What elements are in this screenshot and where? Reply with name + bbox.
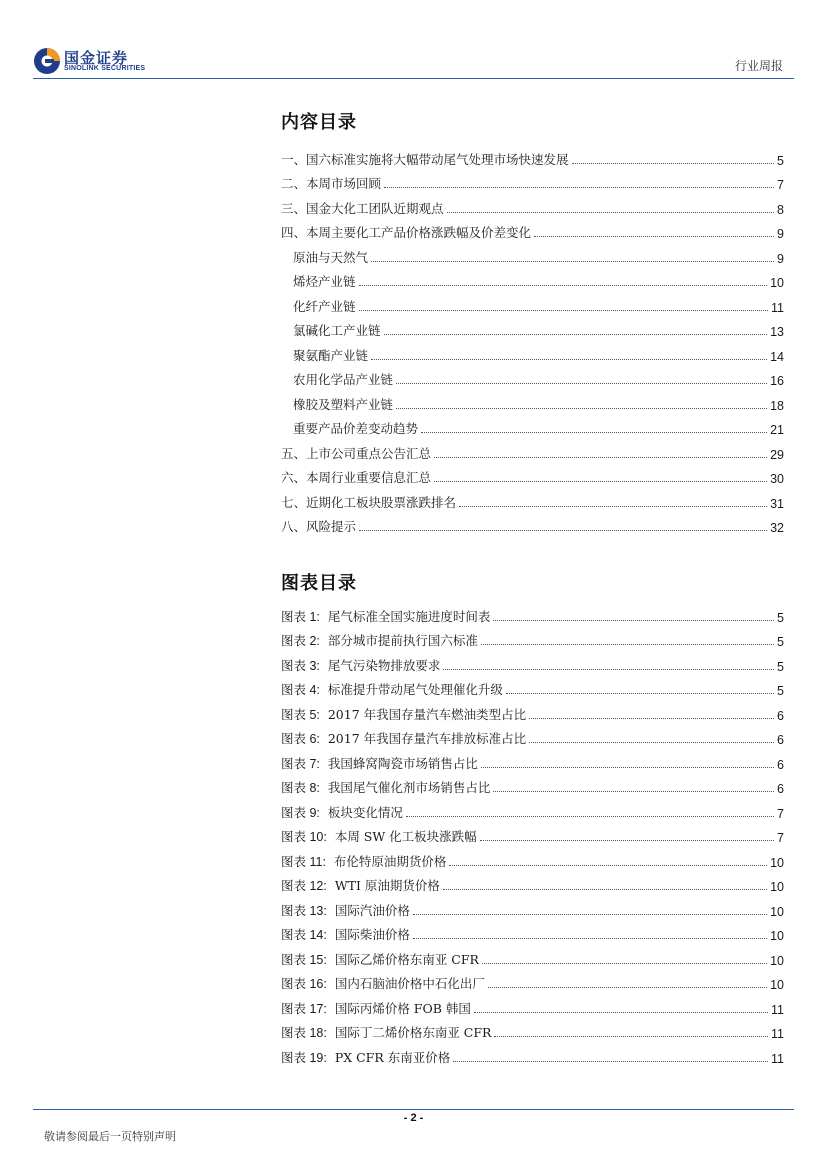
dot-leader bbox=[447, 211, 775, 213]
figure-number: 图表 4: bbox=[281, 683, 320, 697]
figure-title: 部分城市提前执行国六标准 bbox=[327, 633, 478, 648]
dot-leader bbox=[371, 260, 774, 262]
figure-entry-page: 11 bbox=[771, 1027, 784, 1041]
figure-entry[interactable] bbox=[281, 968, 784, 993]
toc-entry-page: 30 bbox=[770, 472, 784, 486]
figure-title: 我国尾气催化剂市场销售占比 bbox=[327, 780, 491, 795]
figure-entry-label bbox=[281, 754, 478, 772]
figure-entry[interactable] bbox=[281, 649, 784, 674]
figure-title: 尾气标准全国实施进度时间表 bbox=[327, 608, 491, 624]
toc-entry[interactable] bbox=[281, 290, 784, 315]
dot-leader bbox=[493, 790, 774, 792]
figure-entry[interactable] bbox=[281, 772, 784, 797]
figure-number: 图表 13: bbox=[281, 903, 327, 918]
dot-leader bbox=[396, 407, 767, 409]
figure-entry-label bbox=[281, 607, 490, 625]
toc-entry-label: 烯烃产业链 bbox=[293, 274, 356, 289]
logo-chinese-name: 国金证券 bbox=[64, 49, 129, 67]
figure-index-list bbox=[281, 600, 784, 1066]
dot-leader bbox=[494, 1035, 768, 1037]
figure-number: 图表 18: bbox=[281, 1026, 327, 1040]
figure-entry-label bbox=[281, 852, 446, 870]
figure-title: 国际丙烯价格 FOB 韩国 bbox=[334, 1000, 471, 1016]
figure-title: 尾气污染物排放要求 bbox=[327, 657, 441, 673]
dot-leader bbox=[474, 1011, 768, 1013]
figure-entry-page: 11 bbox=[771, 1002, 784, 1017]
toc-entry-label: 二、本周市场回顾 bbox=[281, 176, 382, 191]
figure-entry-page: 5 bbox=[777, 635, 784, 649]
dot-leader bbox=[371, 358, 767, 360]
figure-title: 标准提升带动尾气处理催化升级 bbox=[327, 682, 503, 697]
figure-entry-page: 6 bbox=[777, 708, 784, 723]
figure-entry[interactable] bbox=[281, 674, 784, 699]
dot-leader bbox=[493, 619, 774, 621]
figure-entry[interactable] bbox=[281, 723, 784, 748]
figure-title: 布伦特原油期货价格 bbox=[333, 853, 447, 869]
toc-entry-page: 9 bbox=[777, 251, 784, 266]
figure-entry-page: 6 bbox=[777, 757, 784, 772]
dot-leader bbox=[434, 456, 767, 458]
figure-entry-page: 10 bbox=[770, 929, 784, 943]
toc-entry-page: 5 bbox=[777, 153, 784, 168]
figure-entry[interactable] bbox=[281, 943, 784, 968]
disclaimer-text: 敬请参阅最后一页特别声明 bbox=[44, 1130, 176, 1143]
figure-number: 图表 17: bbox=[281, 1001, 327, 1016]
figure-number: 图表 8: bbox=[281, 781, 320, 795]
dot-leader bbox=[488, 986, 767, 988]
logo-mark-icon bbox=[33, 47, 61, 75]
toc-list bbox=[281, 143, 784, 535]
toc-entry-label: 橡胶及塑料产业链 bbox=[293, 396, 394, 412]
toc-entry-label: 原油与天然气 bbox=[293, 249, 369, 265]
dot-leader bbox=[413, 937, 767, 939]
figure-number: 图表 12: bbox=[281, 879, 327, 893]
dot-leader bbox=[421, 431, 767, 433]
dot-leader bbox=[529, 741, 774, 743]
figure-entry-label bbox=[281, 925, 410, 943]
figure-title: 2017 年我国存量汽车燃油类型占比 bbox=[327, 706, 527, 722]
figure-title: 国内石脑油价格中石化出厂 bbox=[334, 976, 485, 991]
figure-entry[interactable] bbox=[281, 1017, 784, 1042]
figure-entry[interactable] bbox=[281, 625, 784, 650]
figure-title: 国际柴油价格 bbox=[334, 927, 410, 942]
toc-entry[interactable] bbox=[281, 241, 784, 266]
dot-leader bbox=[453, 1060, 768, 1062]
figure-entry-label bbox=[281, 1048, 450, 1066]
toc-entry-page: 10 bbox=[770, 276, 784, 290]
toc-entry-page: 11 bbox=[771, 300, 784, 315]
figure-entry-label bbox=[281, 680, 503, 698]
figure-number: 图表 16: bbox=[281, 977, 327, 991]
toc-entry-label: 农用化学品产业链 bbox=[293, 372, 394, 387]
toc-entry[interactable] bbox=[281, 364, 784, 389]
toc-entry-label: 化纤产业链 bbox=[293, 298, 356, 314]
toc-entry[interactable] bbox=[281, 217, 784, 242]
figure-title: 国际乙烯价格东南亚 CFR bbox=[334, 951, 479, 967]
figure-entry[interactable] bbox=[281, 894, 784, 919]
toc-entry-page: 8 bbox=[777, 202, 784, 217]
figure-entry-label bbox=[281, 803, 403, 821]
toc-entry-page: 9 bbox=[777, 227, 784, 241]
dot-leader bbox=[482, 962, 767, 964]
figure-entry-page: 10 bbox=[770, 855, 784, 870]
page-number: - 2 - bbox=[403, 1112, 424, 1124]
figure-entry-label bbox=[281, 729, 526, 747]
figure-title: 国际丁二烯价格东南亚 CFR bbox=[334, 1025, 492, 1040]
toc-entry[interactable] bbox=[281, 413, 784, 438]
toc-entry[interactable] bbox=[281, 192, 784, 217]
dot-leader bbox=[481, 643, 774, 645]
toc-entry[interactable] bbox=[281, 168, 784, 193]
toc-entry-page: 18 bbox=[770, 398, 784, 413]
figure-entry-label bbox=[281, 950, 479, 968]
figure-entry[interactable] bbox=[281, 1041, 784, 1066]
toc-title: 内容目录 bbox=[281, 112, 357, 133]
figure-entry[interactable] bbox=[281, 870, 784, 895]
dot-leader bbox=[443, 668, 774, 670]
figure-number: 图表 10: bbox=[281, 830, 327, 844]
toc-entry-page: 13 bbox=[770, 325, 784, 339]
dot-leader bbox=[534, 235, 774, 237]
dot-leader bbox=[480, 839, 774, 841]
toc-entry-page: 32 bbox=[770, 521, 784, 535]
figure-entry-label bbox=[281, 631, 478, 649]
toc-entry-page: 14 bbox=[770, 349, 784, 364]
figure-entry-label bbox=[281, 974, 485, 992]
figure-entry-page: 7 bbox=[777, 831, 784, 845]
figure-title: 2017 年我国存量汽车排放标准占比 bbox=[327, 731, 527, 746]
dot-leader bbox=[384, 333, 768, 335]
figure-number: 图表 1: bbox=[281, 609, 320, 624]
toc-entry-label: 三、国金大化工团队近期观点 bbox=[281, 200, 444, 216]
toc-entry-label: 重要产品价差变动趋势 bbox=[293, 421, 419, 436]
dot-leader bbox=[481, 766, 774, 768]
figure-entry[interactable] bbox=[281, 600, 784, 625]
dot-leader bbox=[413, 913, 767, 915]
figure-title: 本周 SW 化工板块涨跌幅 bbox=[334, 829, 477, 844]
dot-leader bbox=[529, 717, 774, 719]
toc-entry-page: 7 bbox=[777, 178, 784, 192]
toc-entry-page: 31 bbox=[770, 496, 784, 511]
dot-leader bbox=[396, 382, 767, 384]
figure-number: 图表 11: bbox=[281, 854, 326, 869]
figure-entry-label bbox=[281, 705, 526, 723]
figure-entry-page: 10 bbox=[770, 880, 784, 894]
toc-entry[interactable] bbox=[281, 339, 784, 364]
figure-entry-label bbox=[281, 876, 440, 894]
figure-title: 板块变化情况 bbox=[327, 804, 403, 820]
toc-entry-label: 八、风险提示 bbox=[281, 519, 357, 534]
toc-entry-label: 聚氨酯产业链 bbox=[293, 347, 369, 363]
figure-number: 图表 5: bbox=[281, 707, 320, 722]
toc-entry[interactable] bbox=[281, 388, 784, 413]
logo-english-name: SINOLINK SECURITIES bbox=[64, 65, 146, 72]
dot-leader bbox=[572, 162, 775, 164]
figure-entry[interactable] bbox=[281, 821, 784, 846]
figure-entry-label bbox=[281, 999, 471, 1017]
figure-number: 图表 7: bbox=[281, 756, 320, 771]
figure-title: WTI 原油期货价格 bbox=[334, 878, 440, 893]
figure-entry-page: 7 bbox=[777, 806, 784, 821]
figure-entry[interactable] bbox=[281, 992, 784, 1017]
toc-entry[interactable] bbox=[281, 462, 784, 487]
figure-number: 图表 9: bbox=[281, 805, 320, 820]
dot-leader bbox=[384, 186, 774, 188]
figure-entry-page: 11 bbox=[771, 1051, 784, 1066]
toc-entry[interactable] bbox=[281, 486, 784, 511]
figure-number: 图表 2: bbox=[281, 634, 320, 648]
figure-entry[interactable] bbox=[281, 845, 784, 870]
figure-entry-page: 5 bbox=[777, 610, 784, 625]
toc-entry[interactable] bbox=[281, 315, 784, 340]
figure-title: 我国蜂窝陶瓷市场销售占比 bbox=[327, 755, 478, 771]
dot-leader bbox=[459, 505, 767, 507]
company-logo bbox=[33, 47, 163, 77]
toc-entry-label: 一、国六标准实施将大幅带动尾气处理市场快速发展 bbox=[281, 151, 569, 167]
toc-entry-label: 七、近期化工板块股票涨跌排名 bbox=[281, 494, 457, 510]
figure-entry-page: 10 bbox=[770, 978, 784, 992]
figure-entry-page: 10 bbox=[770, 904, 784, 919]
figure-entry-page: 6 bbox=[777, 782, 784, 796]
figure-number: 图表 14: bbox=[281, 928, 327, 942]
figure-number: 图表 15: bbox=[281, 952, 327, 967]
figure-title: PX CFR 东南亚价格 bbox=[334, 1049, 451, 1065]
toc-entry-label: 五、上市公司重点公告汇总 bbox=[281, 445, 432, 461]
toc-entry[interactable] bbox=[281, 143, 784, 168]
toc-entry-label: 氯碱化工产业链 bbox=[293, 323, 381, 338]
figure-entry[interactable] bbox=[281, 698, 784, 723]
figure-entry[interactable] bbox=[281, 747, 784, 772]
figure-entry-label bbox=[281, 827, 477, 845]
figure-number: 图表 6: bbox=[281, 732, 320, 746]
figure-entry-label bbox=[281, 901, 410, 919]
dot-leader bbox=[359, 529, 767, 531]
figure-entry-page: 10 bbox=[770, 953, 784, 968]
dot-leader bbox=[359, 284, 768, 286]
figure-index-title: 图表目录 bbox=[281, 573, 357, 594]
figure-entry[interactable] bbox=[281, 919, 784, 944]
figure-entry-label bbox=[281, 656, 440, 674]
toc-entry[interactable] bbox=[281, 437, 784, 462]
toc-entry-page: 16 bbox=[770, 374, 784, 388]
figure-title: 国际汽油价格 bbox=[334, 902, 410, 918]
toc-entry-page: 21 bbox=[770, 423, 784, 437]
toc-entry-page: 29 bbox=[770, 447, 784, 462]
figure-entry-page: 6 bbox=[777, 733, 784, 747]
footer-divider bbox=[33, 1109, 794, 1110]
toc-entry-label: 四、本周主要化工产品价格涨跌幅及价差变化 bbox=[281, 225, 532, 240]
figure-number: 图表 3: bbox=[281, 658, 320, 673]
figure-entry[interactable] bbox=[281, 796, 784, 821]
figure-entry-label bbox=[281, 778, 490, 796]
figure-entry-label bbox=[281, 1023, 491, 1041]
report-type-label: 行业周报 bbox=[734, 59, 783, 73]
toc-entry[interactable] bbox=[281, 511, 784, 536]
toc-entry-label: 六、本周行业重要信息汇总 bbox=[281, 470, 432, 485]
figure-entry-page: 5 bbox=[777, 684, 784, 698]
dot-leader bbox=[359, 309, 769, 311]
toc-entry[interactable] bbox=[281, 266, 784, 291]
dot-leader bbox=[406, 815, 774, 817]
header-divider bbox=[33, 78, 794, 79]
figure-number: 图表 19: bbox=[281, 1050, 327, 1065]
dot-leader bbox=[449, 864, 767, 866]
dot-leader bbox=[443, 888, 767, 890]
dot-leader bbox=[434, 480, 767, 482]
dot-leader bbox=[506, 692, 774, 694]
figure-entry-page: 5 bbox=[777, 659, 784, 674]
